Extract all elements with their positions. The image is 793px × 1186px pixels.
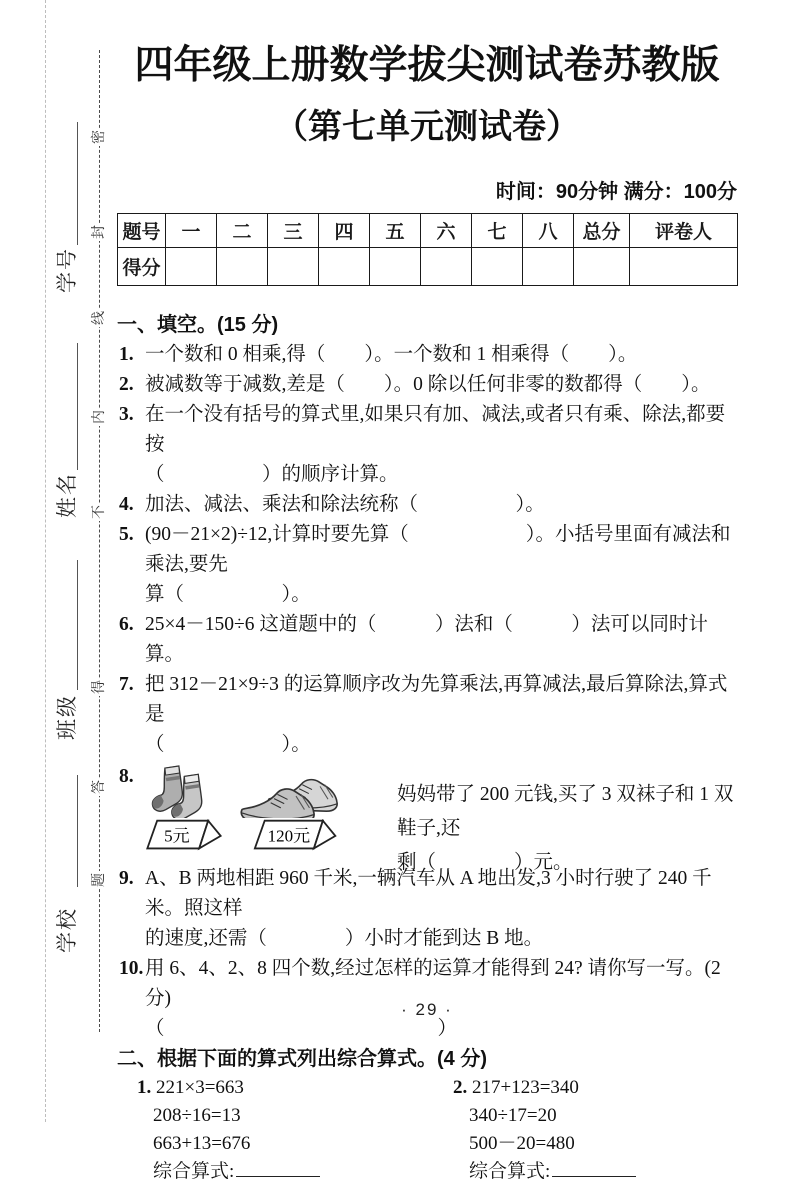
- socks-image: [151, 764, 217, 818]
- question-9: [117, 864, 737, 954]
- score-table-header-cell: 五: [370, 213, 421, 247]
- student-id-label: 学号: [55, 247, 79, 293]
- seal-char: 不: [92, 505, 107, 519]
- score-table-header-cell: 八: [523, 213, 574, 247]
- score-blank-cell: [370, 247, 421, 285]
- name-label: 姓名: [55, 472, 79, 518]
- question-text: 在一个没有括号的算式里,如果只有加、减法,或者只有乘、除法,都要按: [145, 403, 726, 455]
- question-text: 一个数和 0 相乘,得（ ）。一个数和 1 相乘得（ ）。: [145, 343, 638, 365]
- left-cut-line: [45, 0, 46, 1122]
- equation: 663+13=676: [153, 1132, 251, 1154]
- question-number: 4.: [119, 493, 134, 515]
- score-blank-cell: [523, 247, 574, 285]
- question-number: 1.: [119, 343, 134, 365]
- seal-char: 答: [92, 780, 107, 794]
- exam-meta: 时间：90分钟 满分：100分: [495, 180, 737, 203]
- equation: 217+123=340: [472, 1076, 579, 1098]
- question-1: [117, 340, 737, 370]
- class-blank-line: [77, 560, 78, 690]
- question-text: 算（ ）。: [145, 583, 311, 605]
- name-blank-line: [77, 343, 78, 470]
- socks-price-tag: [145, 818, 223, 852]
- question-3: [117, 400, 737, 490]
- question-number: 7.: [119, 673, 134, 695]
- question-5: [117, 520, 737, 610]
- page-title: 四年级上册数学拔尖测试卷苏教版: [134, 44, 720, 87]
- school-label: 学校: [55, 907, 79, 953]
- score-blank-cell: [630, 247, 738, 285]
- section-composite-expressions: [117, 1044, 737, 1186]
- problem-2: [453, 1074, 636, 1186]
- score-table-header-cell: 题号: [118, 213, 166, 247]
- seal-char: 封: [92, 225, 107, 239]
- seal-char: 题: [92, 873, 107, 887]
- shoes-image: [237, 764, 355, 818]
- page-subtitle: （第七单元测试卷）: [274, 107, 580, 146]
- score-table-header-cell: 评卷人: [630, 213, 738, 247]
- equation: 500－20=480: [469, 1132, 575, 1154]
- question-number: 10.: [119, 957, 144, 979]
- section2-heading: 二、根据下面的算式列出综合算式。(4 分): [117, 1047, 487, 1070]
- question-text: 加法、减法、乘法和除法统称（ ）。: [145, 493, 545, 515]
- question-8: [117, 762, 737, 873]
- question-8-pictures: [145, 762, 397, 880]
- question-text: A、B 两地相距 960 千米,一辆汽车从 A 地出发,3 小时行驶了 240 千米。照这样: [145, 867, 712, 919]
- score-table-header-cell: 二: [217, 213, 268, 247]
- score-blank-cell: [421, 247, 472, 285]
- score-table-header-cell: 四: [319, 213, 370, 247]
- question-number: 3.: [119, 403, 134, 425]
- shoes-price-label: 120元: [267, 826, 311, 846]
- score-table-header-cell: 一: [166, 213, 217, 247]
- score-blank-cell: [268, 247, 319, 285]
- shoes-price-tag: [252, 818, 340, 852]
- seal-char: 线: [92, 311, 107, 325]
- answer-blank-line: [552, 1161, 636, 1177]
- score-blank-cell: [217, 247, 268, 285]
- question-text: （ ）。: [145, 733, 311, 755]
- score-blank-cell: [472, 247, 523, 285]
- question-2: [117, 370, 737, 400]
- seal-char: 内: [92, 410, 107, 424]
- question-text: 用 6、4、2、8 四个数,经过怎样的运算才能得到 24? 请你写一写。(2 分): [145, 957, 721, 1009]
- question-text: 的速度,还需（ ）小时才能到达 B 地。: [145, 927, 544, 949]
- score-row-label: 得分: [118, 247, 166, 285]
- score-table: [117, 213, 738, 286]
- question-4: [117, 490, 737, 520]
- question-text: 剩（ ）元。: [397, 851, 573, 873]
- question-number: 6.: [119, 613, 134, 635]
- question-text: (90－21×2)÷12,计算时要先算（ ）。小括号里面有减法和乘法,要先: [145, 523, 731, 575]
- question-text: 25×4－150÷6 这道题中的（ ）法和（ ）法可以同时计算。: [145, 613, 708, 665]
- school-blank-line: [77, 775, 78, 887]
- class-label: 班级: [55, 694, 79, 740]
- problem-number: 1.: [137, 1076, 152, 1098]
- score-table-header-cell: 六: [421, 213, 472, 247]
- equation: 340÷17=20: [469, 1104, 557, 1126]
- answer-label: 综合算式:: [153, 1160, 235, 1182]
- question-6: [117, 610, 737, 670]
- question-10: [117, 954, 737, 1044]
- problem-1: [137, 1074, 393, 1186]
- answer-label: 综合算式:: [469, 1160, 551, 1182]
- seal-char: 得: [92, 680, 107, 694]
- question-number: 8.: [119, 765, 134, 787]
- score-blank-cell: [166, 247, 217, 285]
- socks-price-label: 5元: [164, 826, 190, 846]
- section1-heading: 一、填空。(15 分): [117, 313, 279, 336]
- score-table-header-cell: 总分: [574, 213, 630, 247]
- score-blank-cell: [574, 247, 630, 285]
- page-number: · 29 ·: [401, 1000, 453, 1019]
- answer-blank-line: [236, 1161, 320, 1177]
- equation: 221×3=663: [156, 1076, 244, 1098]
- equation: 208÷16=13: [153, 1104, 241, 1126]
- question-number: 2.: [119, 373, 134, 395]
- question-text: （ ）: [145, 1017, 458, 1039]
- problem-number: 2.: [453, 1076, 468, 1098]
- question-text: 把 312－21×9÷3 的运算顺序改为先算乘法,再算减法,最后算除法,算式是: [145, 673, 728, 725]
- question-text: （ ）的顺序计算。: [145, 463, 399, 485]
- seal-char: 密: [92, 130, 107, 144]
- question-number: 5.: [119, 523, 134, 545]
- score-table-header-cell: 七: [472, 213, 523, 247]
- question-7: [117, 670, 737, 760]
- student-id-blank-line: [77, 122, 78, 245]
- section-fill-in-blanks: [117, 310, 737, 1044]
- question-number: 9.: [119, 867, 134, 889]
- score-table-header-cell: 三: [268, 213, 319, 247]
- question-text: 妈妈带了 200 元钱,买了 3 双袜子和 1 双鞋子,还: [397, 783, 734, 839]
- question-text: 被减数等于减数,差是（ ）。0 除以任何非零的数都得（ ）。: [145, 373, 711, 395]
- score-blank-cell: [319, 247, 370, 285]
